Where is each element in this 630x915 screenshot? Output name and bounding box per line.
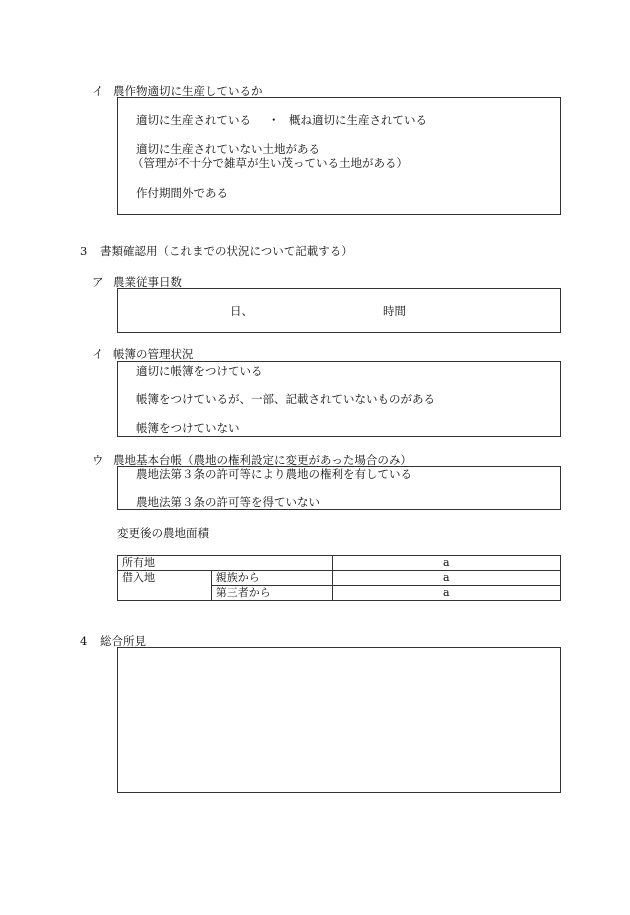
- area-third-party-value: a: [332, 586, 560, 601]
- crops-option-proper: 適切に生産されている: [136, 113, 251, 127]
- ledger-label: 帳簿の管理状況: [113, 347, 194, 361]
- crops-option-improper: 適切に生産されていない土地がある: [136, 142, 320, 156]
- ledger-option-none: 帳簿をつけていない: [136, 421, 240, 435]
- overall-remarks-box[interactable]: [117, 647, 561, 793]
- crops-option-off-season: 作付期間外である: [136, 186, 228, 200]
- section4-title: 総合所見: [100, 634, 146, 648]
- area-relatives-label: 親族から: [211, 571, 332, 586]
- area-label: 変更後の農地面積: [117, 526, 209, 540]
- register-option-not-permitted: 農地法第３条の許可等を得ていない: [136, 495, 320, 509]
- area-row-relatives: [118, 571, 561, 586]
- crops-option-mostly: 概ね適切に生産されている: [289, 113, 427, 127]
- crops-heading-marker: イ: [92, 84, 104, 98]
- ledger-option-partial: 帳簿をつけているが、一部、記載されていないものがある: [136, 392, 435, 406]
- ledger-marker: イ: [92, 347, 104, 361]
- crops-option-separator: ・: [268, 113, 280, 127]
- section3-number: 3: [80, 244, 88, 258]
- crops-heading: 農作物適切に生産しているか: [113, 84, 263, 98]
- workdays-marker: ア: [92, 275, 104, 289]
- area-relatives-value: a: [332, 571, 560, 586]
- section3-title: 書類確認用（これまでの状況について記載する）: [100, 244, 353, 258]
- workdays-label: 農業従事日数: [113, 275, 182, 289]
- crops-option-improper-note: （管理が不十分で雑草が生い茂っている土地がある）: [132, 156, 408, 170]
- workdays-days-unit: 日、: [230, 304, 253, 318]
- area-table: [117, 555, 561, 601]
- workdays-hours-unit: 時間: [383, 304, 406, 318]
- register-label: 農地基本台帳（農地の権利設定に変更があった場合のみ）: [113, 453, 412, 467]
- area-owned-label: 所有地: [118, 556, 333, 571]
- section4-number: 4: [80, 634, 88, 648]
- area-third-party-label: 第三者から: [211, 586, 332, 601]
- register-marker: ウ: [92, 453, 104, 467]
- area-owned-value: a: [332, 556, 560, 571]
- ledger-option-proper: 適切に帳簿をつけている: [136, 364, 263, 378]
- workdays-box: [117, 288, 561, 333]
- register-option-permitted: 農地法第３条の許可等により農地の権利を有している: [136, 467, 412, 481]
- area-leased-label: 借入地: [118, 571, 212, 601]
- area-row-owned: [118, 556, 561, 571]
